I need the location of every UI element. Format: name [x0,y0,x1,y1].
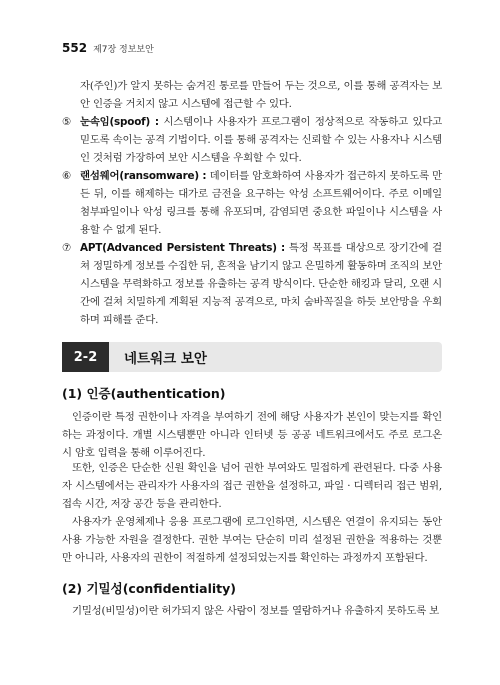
subsection-heading: (1) 인증(authentication) [62,386,226,401]
paragraph: 기밀성(비밀성)이란 허가되지 않은 사람이 정보를 열람하거나 유출하지 못하도록 보 [72,605,439,617]
item-number: ⑦ [62,242,72,254]
chapter-title: 제7장 정보보안 [93,45,154,55]
section-heading [62,342,442,372]
subsection-heading: (2) 기밀성(confidentiality) [62,581,236,596]
page-number: 552 [62,41,88,55]
section-number: 2-2 [62,342,109,372]
item-term: 눈속임(spoof) : [80,116,159,128]
section-title: 네트워크 보안 [124,351,207,367]
item-text: 특정 목표를 대상으로 장기간에 걸쳐 정밀하게 정보를 수집한 뒤, 흔적을 남기지 않고 은밀하게 활동하며 조직의 보안 시스템을 무력화하고 정보를 유출하는 공격 방식이다. 단순한 해킹과 달리, 오랜 시간에 걸쳐 치밀하게 계획된 지능적 공격으로, 마치 숨바꼭질을 하듯 보안망을 우회하며 피해를 준다. [80,242,442,326]
paragraph: 인증이란 특정 권한이나 자격을 부여하기 전에 해당 사용자가 본인이 맞는지를 확인하는 과정이다. 개별 시스템뿐만 아니라 인터넷 등 공공 네트워크에서도 주로 로그온 시 암호 입력을 통해 이루어진다. [62,411,442,459]
paragraph: 또한, 인증은 단순한 신원 확인을 넘어 권한 부여와도 밀접하게 관련된다. 다중 사용자 시스템에서는 관리자가 사용자의 접근 권한을 설정하고, 파일 · 디렉터리 접근 범위, 접속 시간, 저장 공간 등을 관리한다. [62,462,442,510]
item-number: ⑥ [62,170,72,182]
list-item-ransomware [62,167,442,239]
item-text: 데이터를 암호화하여 사용자가 접근하지 못하도록 만든 뒤, 이를 해제하는 대가로 금전을 요구하는 악성 소프트웨어이다. 주로 이메일 첨부파일이나 악성 링크를 통해 유포되며, 감염되면 중요한 파일이나 시스템을 사용할 수 없게 된다. [80,170,442,236]
list-item-spoof [62,113,442,167]
item-number: ⑤ [62,116,72,128]
item-text: 시스템이나 사용자가 프로그램이 정상적으로 작동하고 있다고 믿도록 속이는 공격 기법이다. 이를 통해 공격자는 신뢰할 수 있는 사용자나 시스템인 것처럼 가장하여 보안 시스템을 우회할 수 있다. [80,116,443,164]
item-term: 랜섬웨어(ransomware) : [80,170,207,182]
paragraph: 사용자가 운영체제나 응용 프로그램에 로그인하면, 시스템은 연결이 유지되는 동안 사용 가능한 자원을 결정한다. 권한 부여는 단순히 미리 설정된 권한을 적용하는 것뿐만 아니라, 사용자의 권한이 적절하게 설정되었는지를 확인하는 과정까지 포함된다. [62,516,442,564]
item-term: APT(Advanced Persistent Threats) : [80,242,285,254]
page-header [62,41,154,55]
intro-paragraph: 자(주인)가 알지 못하는 숨겨진 통로를 만들어 두는 것으로, 이를 통해 공격자는 보안 인증을 거치지 않고 시스템에 접근할 수 있다. [80,80,442,110]
list-item-apt [62,239,442,329]
